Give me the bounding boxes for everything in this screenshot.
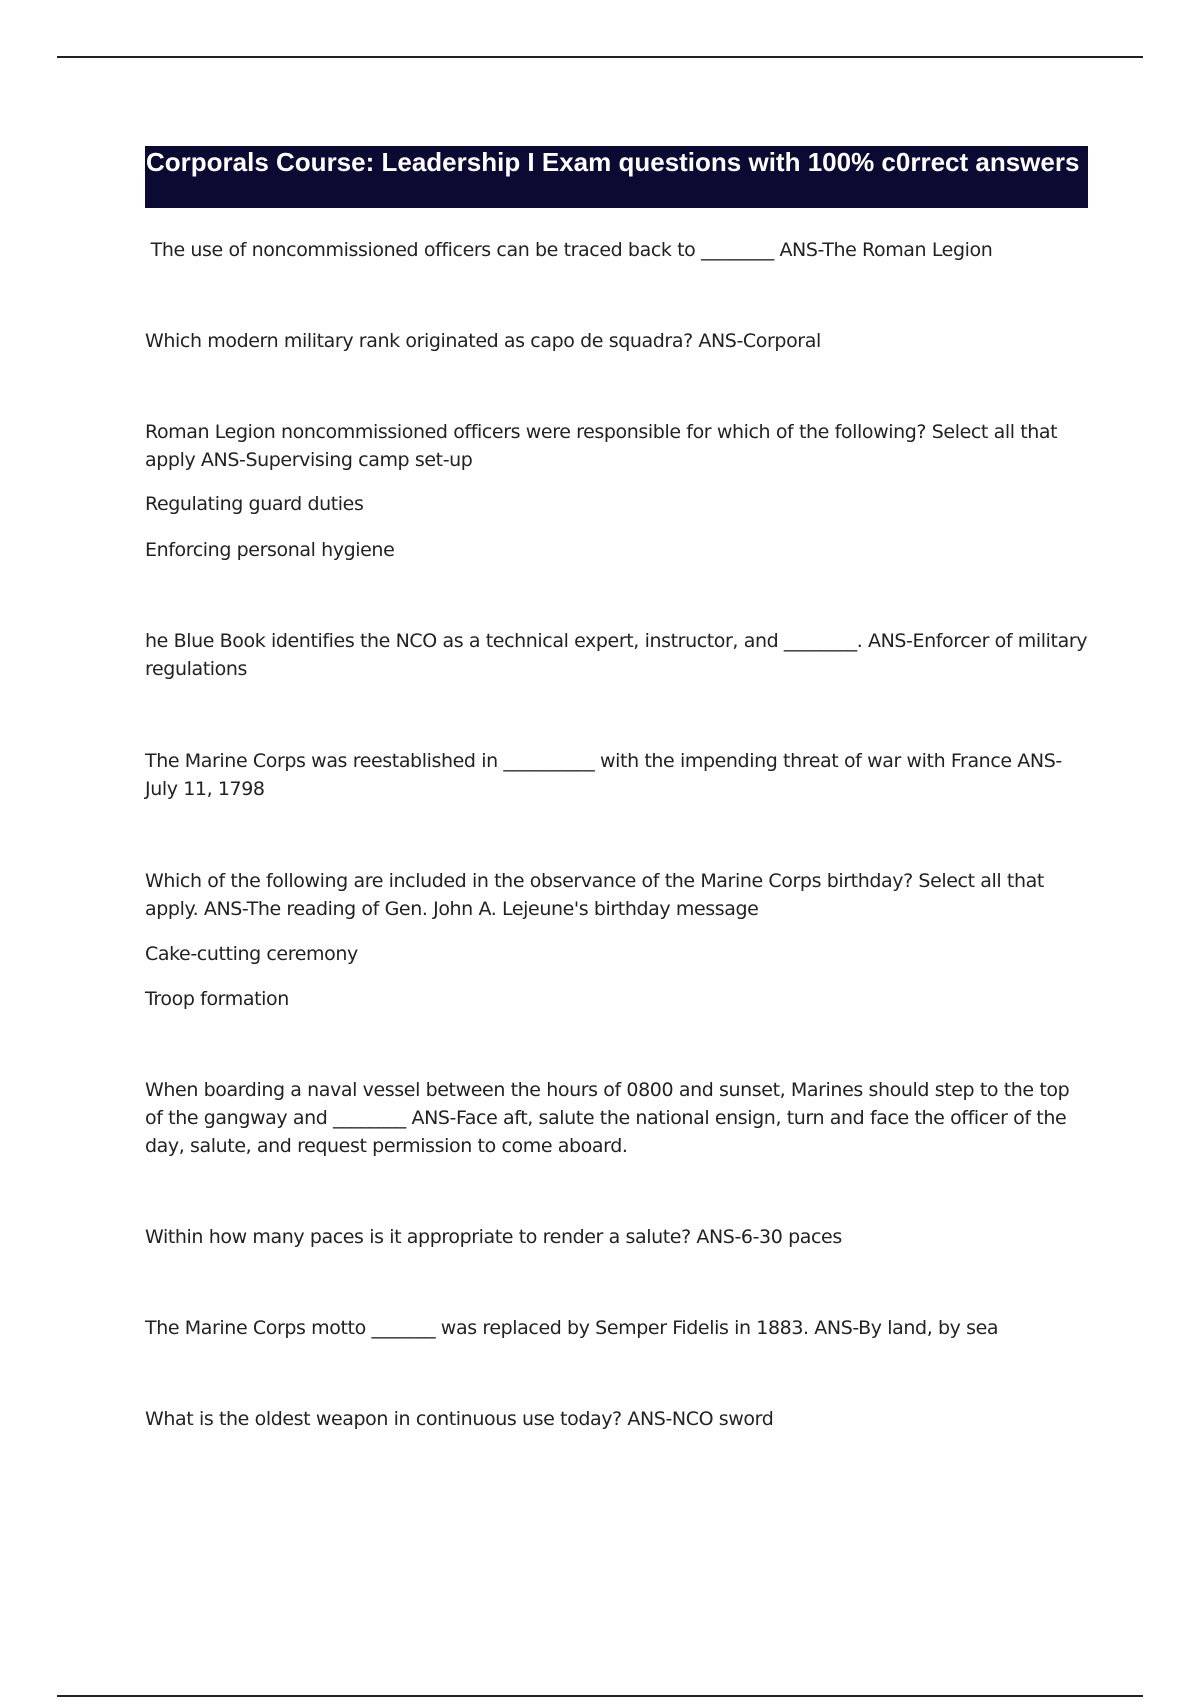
question-text: Roman Legion noncommissioned officers were responsible for which of the following? Select all that apply ANS-Supervising camp set-up (145, 421, 1058, 471)
question-text: When boarding a naval vessel between the hours of 0800 and sunset, Marines should step to the top of the gangway and ________ ANS-Face aft, salute the national ensign, turn and face the officer of the day, salute, and request permission to come aboard. (145, 1079, 1070, 1157)
title-banner (145, 146, 1088, 208)
question-item (145, 1314, 1090, 1342)
question-text: The Marine Corps was reestablished in __________ with the impending threat of war with France ANS-July 11, 1798 (145, 750, 1062, 800)
question-item (145, 327, 1090, 355)
answer-extra: Cake-cutting ceremony (145, 943, 358, 965)
question-item (145, 418, 1090, 564)
question-item (145, 627, 1090, 683)
top-rule (57, 56, 1143, 58)
question-text: Within how many paces is it appropriate to render a salute? ANS-6-30 paces (145, 1226, 842, 1248)
question-item (145, 236, 1090, 264)
question-item (145, 1405, 1090, 1433)
answer-extra: Regulating guard duties (145, 493, 364, 515)
question-text: The Marine Corps motto _______ was replaced by Semper Fidelis in 1883. ANS-By land, by sea (145, 1317, 999, 1339)
question-text: What is the oldest weapon in continuous use today? ANS-NCO sword (145, 1408, 774, 1430)
question-item (145, 1223, 1090, 1251)
question-item (145, 867, 1090, 1013)
bottom-rule (57, 1695, 1143, 1697)
document-title: Corporals Course: Leadership I Exam questions with 100% c0rrect answers (146, 147, 1080, 177)
question-list (145, 236, 1090, 1433)
question-text: The use of noncommissioned officers can be traced back to ________ ANS-The Roman Legion (145, 239, 993, 261)
answer-extra: Enforcing personal hygiene (145, 539, 395, 561)
question-text: Which of the following are included in the observance of the Marine Corps birthday? Select all that apply. ANS-The reading of Gen. John A. Lejeune's birthday message (145, 870, 1044, 920)
question-text: he Blue Book identifies the NCO as a technical expert, instructor, and ________. ANS-Enforcer of military regulations (145, 630, 1088, 680)
question-text: Which modern military rank originated as capo de squadra? ANS-Corporal (145, 330, 821, 352)
question-item (145, 1076, 1090, 1160)
answer-extra: Troop formation (145, 988, 289, 1010)
question-item (145, 747, 1090, 803)
